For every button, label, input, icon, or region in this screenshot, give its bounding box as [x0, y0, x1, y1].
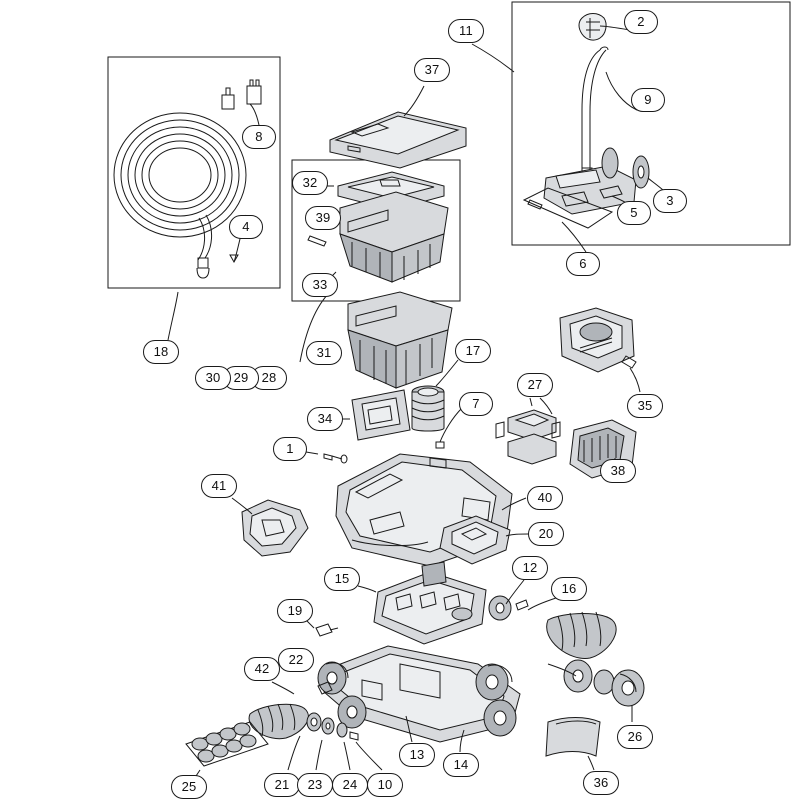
callout-29[interactable]: 29: [223, 366, 259, 390]
callout-2[interactable]: 2: [624, 10, 658, 34]
callout-17[interactable]: 17: [455, 339, 491, 363]
part-cable-coil: [114, 80, 261, 278]
callout-32[interactable]: 32: [292, 171, 328, 195]
part-impeller-sleeve: [412, 386, 444, 431]
part-brush-pad-left: [186, 722, 268, 766]
part-flap: [546, 718, 600, 757]
callout-9[interactable]: 9: [631, 88, 665, 112]
callout-5[interactable]: 5: [617, 201, 651, 225]
callout-1[interactable]: 1: [273, 437, 307, 461]
callout-26[interactable]: 26: [617, 725, 653, 749]
group-box-handle: [512, 2, 790, 245]
callout-30[interactable]: 30: [195, 366, 231, 390]
callout-37[interactable]: 37: [414, 58, 450, 82]
part-filter-basket: [348, 292, 452, 388]
callout-6[interactable]: 6: [566, 252, 600, 276]
callout-15[interactable]: 15: [324, 567, 360, 591]
callout-8[interactable]: 8: [242, 125, 276, 149]
callout-3[interactable]: 3: [653, 189, 687, 213]
callout-20[interactable]: 20: [528, 522, 564, 546]
callout-25[interactable]: 25: [171, 775, 207, 799]
callout-31[interactable]: 31: [306, 341, 342, 365]
part-brush-roller: [547, 612, 644, 706]
callout-19[interactable]: 19: [277, 599, 313, 623]
callout-10[interactable]: 10: [367, 773, 403, 797]
callout-27[interactable]: 27: [517, 373, 553, 397]
callout-41[interactable]: 41: [201, 474, 237, 498]
part-handle-clip: [579, 14, 606, 41]
callout-18[interactable]: 18: [143, 340, 179, 364]
part-brackets: [496, 410, 560, 464]
group-box-cable: [108, 57, 280, 288]
callout-36[interactable]: 36: [583, 771, 619, 795]
callout-34[interactable]: 34: [307, 407, 343, 431]
part-side-panel: [352, 390, 410, 440]
callout-21[interactable]: 21: [264, 773, 300, 797]
callout-12[interactable]: 12: [512, 556, 548, 580]
callout-22[interactable]: 22: [278, 648, 314, 672]
callout-42[interactable]: 42: [244, 657, 280, 681]
callout-23[interactable]: 23: [297, 773, 333, 797]
callout-38[interactable]: 38: [600, 459, 636, 483]
part-chassis-tracks: [318, 646, 520, 742]
callout-28[interactable]: 28: [251, 366, 287, 390]
callout-7[interactable]: 7: [459, 392, 493, 416]
callout-35[interactable]: 35: [627, 394, 663, 418]
part-screw-1: [324, 454, 347, 463]
callout-33[interactable]: 33: [302, 273, 338, 297]
callout-24[interactable]: 24: [332, 773, 368, 797]
callout-16[interactable]: 16: [551, 577, 587, 601]
callout-39[interactable]: 39: [305, 206, 341, 230]
callout-11[interactable]: 11: [448, 19, 484, 43]
callout-4[interactable]: 4: [229, 215, 263, 239]
part-control-unit: [560, 308, 636, 372]
part-handle-bracket: [242, 500, 308, 556]
callout-13[interactable]: 13: [399, 743, 435, 767]
part-clip-19: [316, 624, 338, 636]
callout-14[interactable]: 14: [443, 753, 479, 777]
part-pump-housing: [374, 562, 486, 644]
callout-40[interactable]: 40: [527, 486, 563, 510]
part-filter-basket-upper: [340, 192, 448, 282]
